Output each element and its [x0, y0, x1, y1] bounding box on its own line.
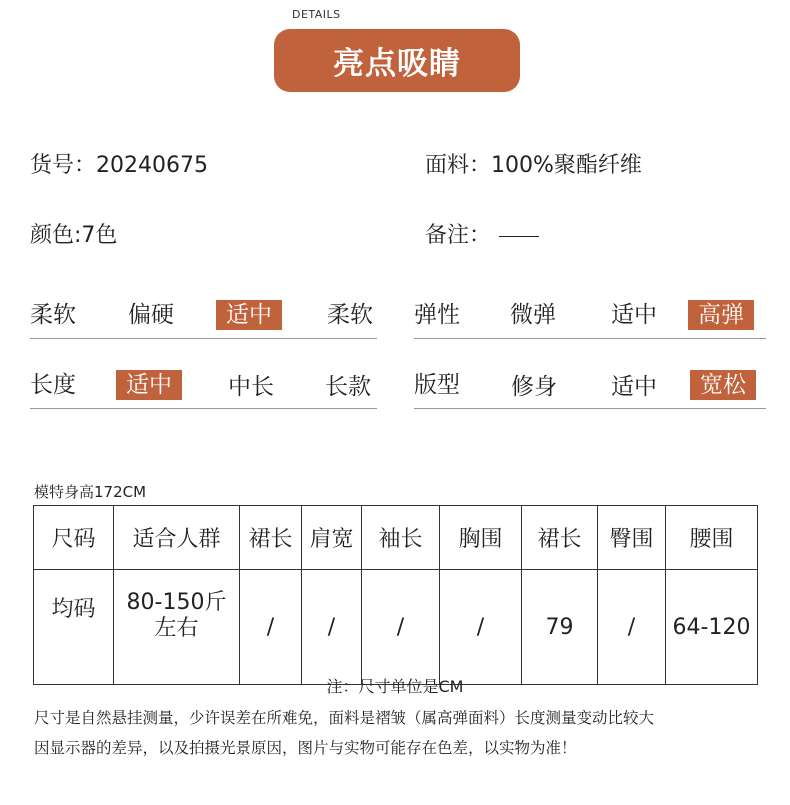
elasticity-label: 弹性 [414, 302, 460, 328]
softness-rule [30, 338, 377, 339]
cell-waist: 64-120 [666, 570, 758, 685]
elasticity-option-medium: 适中 [611, 302, 657, 328]
length-label: 长度 [30, 372, 76, 398]
fit-option-slim: 修身 [511, 374, 557, 400]
softness-option-hard: 偏硬 [128, 302, 174, 328]
size-table [33, 505, 758, 685]
disclaimer-line-2: 因显示器的差异，以及拍摄光景原因，图片与实物可能存在色差，以实物为准！ [34, 739, 577, 757]
fit-option-medium: 适中 [611, 374, 657, 400]
cell-size: 均码 [34, 570, 114, 685]
header-hip: 臀围 [598, 506, 666, 570]
cell-skirt-length: 79 [522, 570, 598, 685]
banner-title: 亮点吸睛 [333, 46, 461, 82]
header-waist: 腰围 [666, 506, 758, 570]
header-size: 尺码 [34, 506, 114, 570]
table-row [34, 570, 758, 685]
length-option-medium-selected: 适中 [116, 370, 182, 400]
size-table-header-row [34, 506, 758, 570]
disclaimer-line-1: 尺寸是自然悬挂测量，少许误差在所难免，面料是褶皱（属高弹面料）长度测量变动比较大 [34, 709, 655, 727]
item-number: 货号：20240675 [30, 153, 208, 178]
elasticity-option-high-selected: 高弹 [688, 300, 754, 330]
length-option-long: 长款 [325, 374, 371, 400]
cell-suitable-for: 80-150斤 左右 [114, 570, 240, 685]
softness-label: 柔软 [30, 302, 76, 328]
length-option-midi: 中长 [228, 374, 274, 400]
header-suitable-for: 适合人群 [114, 506, 240, 570]
cell-shoulder: / [302, 570, 362, 685]
fit-label: 版型 [414, 372, 460, 398]
remark-label: 备注： [425, 223, 492, 248]
header-shoulder: 肩宽 [302, 506, 362, 570]
details-label: DETAILS [292, 8, 341, 21]
fabric-info: 面料：100%聚酯纤维 [425, 153, 642, 178]
fit-option-loose-selected: 宽松 [690, 370, 756, 400]
fit-rule [414, 408, 766, 409]
header-bust: 胸围 [440, 506, 522, 570]
cell-dress-length: / [240, 570, 302, 685]
unit-note: 注：尺寸单位是CM [326, 677, 464, 696]
length-rule [30, 408, 377, 409]
header-skirt-length: 裙长 [522, 506, 598, 570]
cell-bust: / [440, 570, 522, 685]
cell-sleeve: / [362, 570, 440, 685]
header-dress-length: 裙长 [240, 506, 302, 570]
header-sleeve: 袖长 [362, 506, 440, 570]
softness-option-medium-selected: 适中 [216, 300, 282, 330]
elasticity-rule [414, 338, 766, 339]
highlight-banner [274, 29, 520, 92]
model-height-note: 模特身高172CM [34, 483, 147, 501]
remark-info [425, 218, 539, 249]
remark-dash [499, 236, 539, 237]
softness-option-soft: 柔软 [327, 302, 373, 328]
cell-hip: / [598, 570, 666, 685]
color-info: 颜色:7色 [30, 223, 118, 248]
elasticity-option-slight: 微弹 [510, 302, 556, 328]
